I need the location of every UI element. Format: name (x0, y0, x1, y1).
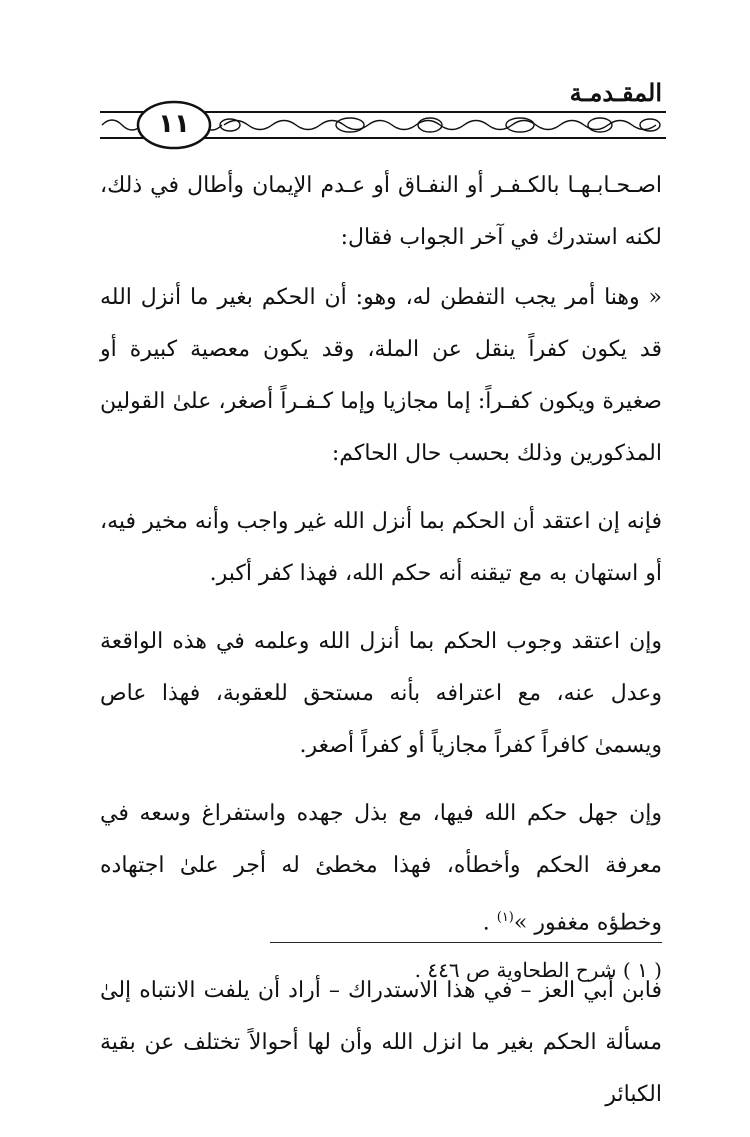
paragraph-6: فابن أبي العز – في هذا الاستدراك – أراد أن يلفت الانتباه إلىٰ مسألة الحكم بغير ما انزل الله وأن لها أحوالاً تختلف عن بقية الكبائر (100, 978, 662, 1108)
footnote-ref-1: (١) (496, 910, 514, 925)
paragraph-1: اصـحـابـهـا بالكـفـر أو النفـاق أو عـدم الإيمان وأطال في ذلك، لكنه استدرك في آخر الجواب فقال: (100, 173, 662, 250)
footnote-separator (270, 942, 662, 943)
page-body (100, 160, 662, 1137)
paragraph-5-end: . (482, 910, 497, 936)
paragraph-3: فإنه إن اعتقد أن الحكم بما أنزل الله غير واجب وأنه مخير فيه، أو استهان به مع تيقنه أنه حكم الله، فهذا كفر أكبر. (100, 509, 662, 586)
paragraph-5 (100, 788, 662, 949)
footnote-1: ( ١ ) شرح الطحاوية ص ٤٤٦ . (414, 958, 662, 982)
paragraph-4: وإن اعتقد وجوب الحكم بما أنزل الله وعلمه في هذه الواقعة وعدل عنه، مع اعترافه بأنه مستحق للعقوبة، فهذا عاص ويسمىٰ كافراً كفراً مجازياً أو كفراً أصغر. (100, 629, 662, 758)
paragraph-5-text: وإن جهل حكم الله فيها، مع بذل جهده واستفراغ وسعه في معرفة الحكم وأخطأه، فهذا مخطئ له أجر علىٰ اجتهاده وخطؤه مغفور » (100, 801, 662, 936)
paragraph-2-quote: « وهنا أمر يجب التفطن له، وهو: أن الحكم بغير ما أنزل الله قد يكون كفراً ينقل عن الملة، وقد يكون معصية كبيرة أو صغيرة ويكون كفـراً: إما مجازيا وإما كـفـراً أصغر، علىٰ القولين المذكورين وذلك بحسب حال الحاكم: (100, 285, 662, 466)
page-number: ١١ (158, 109, 190, 139)
running-title: المقـدمـة (569, 78, 662, 107)
